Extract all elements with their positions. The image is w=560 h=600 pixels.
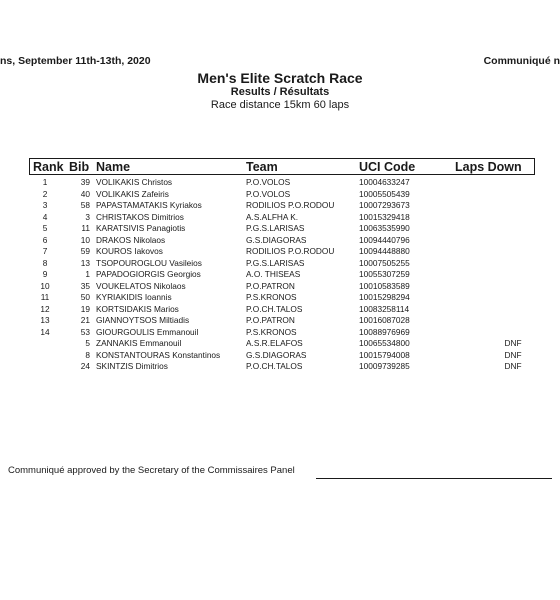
table-row [0, 350, 560, 362]
cell-uci: 10094448880 [359, 246, 410, 256]
race-title: Men's Elite Scratch Race [197, 70, 363, 86]
cell-team: A.S.R.ELAFOS [246, 338, 303, 348]
cell-bib: 40 [80, 188, 90, 199]
cell-team: RODILIOS P.O.RODOU [246, 200, 335, 210]
approval-note: Communiqué approved by the Secretary of the Commissaires Panel [8, 465, 295, 476]
cell-team: P.O.VOLOS [246, 177, 291, 187]
cell-uci: 10007505255 [359, 257, 410, 268]
cell-rank: 9 [42, 269, 48, 279]
cell-team: P.S.KRONOS [246, 292, 297, 302]
cell-uci: 10016087028 [359, 315, 410, 325]
cell-team: P.S.KRONOS [246, 326, 297, 337]
cell-name: KYRIAKIDIS Ioannis [96, 292, 172, 302]
col-uci-header: UCI Code [359, 160, 416, 174]
table-row [0, 361, 560, 373]
cell-uci: 10004633247 [359, 177, 410, 187]
table-row [0, 235, 560, 247]
signature-line [316, 478, 552, 479]
cell-name: VOLIKAKIS Christos [96, 177, 173, 187]
cell-rank: 6 [42, 234, 48, 245]
cell-uci: 10094440796 [359, 234, 410, 245]
table-row [0, 223, 560, 235]
table-row [0, 258, 560, 270]
cell-name: ZANNAKIS Emmanouil [96, 338, 182, 348]
table-row [0, 338, 560, 350]
cell-laps: DNF [504, 349, 522, 360]
cell-bib: 53 [80, 326, 90, 337]
cell-name: VOLIKAKIS Zafeiris [96, 188, 169, 199]
cell-name: PAPASTAMATAKIS Kyriakos [96, 200, 202, 210]
cell-bib: 59 [80, 246, 90, 256]
cell-laps: DNF [504, 361, 522, 371]
cell-name: DRAKOS Nikolaos [96, 234, 166, 245]
cell-uci: 10010583589 [359, 280, 410, 291]
event-dates: ns, September 11th-13th, 2020 [0, 55, 151, 67]
cell-uci: 10015794008 [359, 349, 410, 360]
cell-bib: 3 [85, 211, 90, 222]
table-row [0, 269, 560, 281]
col-laps-header: Laps Down [455, 160, 522, 174]
col-team-header: Team [246, 160, 278, 174]
cell-uci: 10007293673 [359, 200, 410, 210]
cell-name: SKINTZIS Dimitrios [96, 361, 168, 371]
cell-bib: 11 [81, 223, 90, 233]
cell-laps: DNF [504, 338, 522, 348]
cell-rank: 12 [40, 303, 50, 314]
cell-rank: 3 [42, 200, 48, 210]
cell-team: A.O. THISEAS [246, 269, 301, 279]
cell-name: VOUKELATOS Nikolaos [96, 280, 186, 291]
cell-name: KORTSIDAKIS Marios [96, 303, 179, 314]
cell-uci: 10083258114 [359, 303, 410, 314]
cell-uci: 10055307259 [359, 269, 410, 279]
cell-bib: 13 [80, 257, 90, 268]
cell-uci: 10063535990 [359, 223, 410, 233]
cell-bib: 21 [80, 315, 90, 325]
cell-uci: 10015329418 [359, 211, 410, 222]
table-row [0, 200, 560, 212]
table-row [0, 246, 560, 258]
cell-name: CHRISTAKOS Dimitrios [96, 211, 184, 222]
cell-team: P.O.PATRON [246, 280, 295, 291]
cell-bib: 50 [80, 292, 90, 302]
table-row [0, 327, 560, 339]
cell-bib: 35 [80, 280, 90, 291]
cell-rank: 8 [42, 257, 48, 268]
cell-bib: 1 [85, 269, 90, 279]
cell-rank: 7 [42, 246, 48, 256]
table-row [0, 177, 560, 189]
cell-bib: 10 [80, 234, 90, 245]
cell-bib: 39 [80, 177, 90, 187]
cell-team: P.O.PATRON [246, 315, 295, 325]
cell-name: KARATSIVIS Panagiotis [96, 223, 186, 233]
cell-uci: 10088976969 [359, 326, 410, 337]
cell-name: GIOURGOULIS Emmanouil [96, 326, 199, 337]
cell-rank: 13 [40, 315, 50, 325]
cell-rank: 5 [42, 223, 48, 233]
cell-bib: 58 [80, 200, 90, 210]
results-subtitle: Results / Résultats [230, 86, 330, 98]
cell-rank: 10 [40, 280, 50, 291]
cell-rank: 14 [40, 326, 50, 337]
results-table-header [29, 158, 535, 175]
cell-bib: 5 [85, 338, 90, 348]
table-row [0, 315, 560, 327]
cell-name: PAPADOGIORGIS Georgios [96, 269, 201, 279]
cell-team: P.G.S.LARISAS [246, 257, 305, 268]
cell-team: P.O.CH.TALOS [246, 361, 303, 371]
cell-name: GIANNOYTSOS Miltiadis [96, 315, 190, 325]
cell-bib: 8 [85, 349, 90, 360]
cell-rank: 4 [42, 211, 48, 222]
cell-uci: 10009739285 [359, 361, 410, 371]
table-row [0, 304, 560, 316]
table-row [0, 189, 560, 201]
communique-label: Communiqué n [483, 55, 560, 67]
cell-uci: 10065534800 [359, 338, 410, 348]
col-name-header: Name [96, 160, 131, 174]
cell-name: KOUROS Iakovos [96, 246, 163, 256]
cell-team: P.O.CH.TALOS [246, 303, 303, 314]
cell-team: A.S.ALFHA K. [246, 211, 299, 222]
cell-bib: 24 [80, 361, 90, 371]
cell-rank: 11 [40, 292, 50, 302]
cell-team: P.O.VOLOS [246, 188, 291, 199]
cell-rank: 1 [42, 177, 48, 187]
cell-name: KONSTANTOURAS Konstantinos [96, 349, 221, 360]
table-row [0, 281, 560, 293]
cell-name: TSOPOUROGLOU Vasileios [96, 257, 202, 268]
col-bib-header: Bib [69, 160, 90, 174]
cell-team: G.S.DIAGORAS [246, 234, 307, 245]
cell-team: P.G.S.LARISAS [246, 223, 305, 233]
table-row [0, 292, 560, 304]
cell-team: G.S.DIAGORAS [246, 349, 307, 360]
results-table-body [0, 177, 560, 373]
cell-team: RODILIOS P.O.RODOU [246, 246, 335, 256]
cell-uci: 10005505439 [359, 188, 410, 199]
cell-rank: 2 [42, 188, 48, 199]
cell-bib: 19 [80, 303, 90, 314]
col-rank-header: Rank [33, 160, 64, 174]
table-row [0, 212, 560, 224]
race-distance: Race distance 15km 60 laps [210, 99, 350, 111]
cell-uci: 10015298294 [359, 292, 410, 302]
